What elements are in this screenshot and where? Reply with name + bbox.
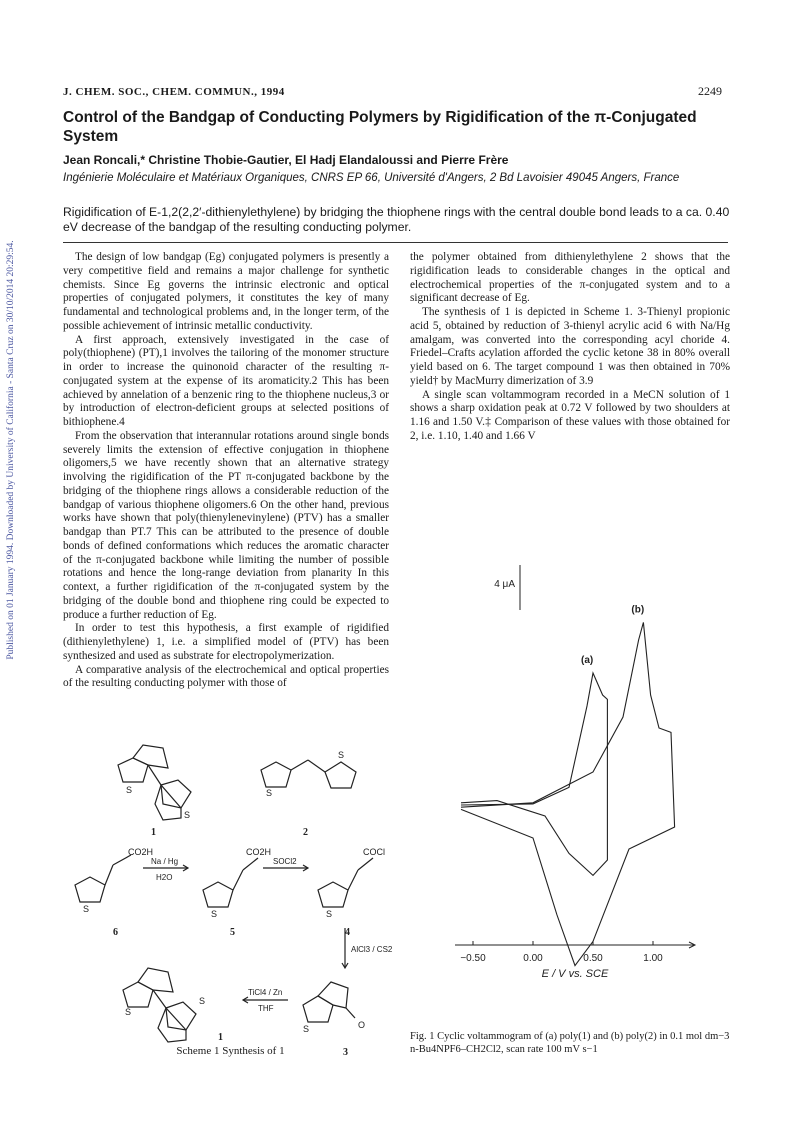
reagent-label: AlCl3 / CS2 — [351, 945, 393, 954]
page-number: 2249 — [698, 84, 722, 98]
compound-number: 1 — [151, 827, 156, 838]
paragraph: The synthesis of 1 is depicted in Scheme 1. 3-Thienyl propionic acid 5, obtained by reduction of 3-thienyl acrylic acid 6 with Na/Hg amalgam, was converted into the corresponding acyl choride 4. Friedel–Crafts acylation afforded the cyclic ketone 38 in 80% overall yield based on 6. The target compound 1 was then obtained in 70% yield† by MacMurry dimerization of 3.9 — [410, 306, 730, 387]
cyclopentane-ring — [158, 1008, 186, 1042]
compound-number: 2 — [303, 827, 308, 838]
thiophene-ring — [203, 882, 233, 907]
carboxyl-label: CO2H — [128, 847, 154, 857]
paragraph: the polymer obtained from dithienylethylene 2 shows that the rigidification leads to considerable changes in the optical and electrochemical properties of the π-conjugated system and to a significant decrease of Eg. — [410, 251, 730, 305]
scheme-1-diagram — [63, 740, 398, 1060]
sulfur-label: S — [83, 904, 90, 914]
sulfur-label: S — [266, 788, 273, 798]
compound-number: 1 — [218, 1032, 223, 1043]
compound-number: 5 — [230, 927, 235, 938]
compound-number: 4 — [345, 927, 350, 938]
x-tick-label: 0.00 — [523, 953, 543, 964]
download-note: Published on 01 January 1994. Downloaded by University of California - Santa Cruz on 30/10/2014 20:29:54. — [6, 240, 16, 660]
thiophene-ring — [318, 882, 348, 907]
thiophene-ring — [166, 1002, 196, 1030]
x-tick-label: −0.50 — [460, 953, 486, 964]
x-axis-label: E / V vs. SCE — [541, 968, 609, 980]
figure-caption: Fig. 1 Cyclic voltammogram of (a) poly(1) and (b) poly(2) in 0.1 mol dm−3 n-Bu4NPF6–CH2Cl2, scan rate 100 mV s−1 — [410, 1031, 730, 1055]
cyclopentane-ring — [138, 968, 173, 992]
abstract: Rigidification of E-1,2(2,2′-dithienylethylene) by bridging the thiophene rings with the central double bond leads to a ca. 0.40 eV decrease of the bandgap of the resulting conducting polymer. — [63, 205, 730, 234]
sulfur-label: S — [338, 750, 345, 760]
affiliation: Ingénierie Moléculaire et Matériaux Organiques, CNRS EP 66, Université d'Angers, 2 Bd Lavoisier 49045 Angers, France — [63, 172, 680, 184]
scheme-caption: Scheme 1 Synthesis of 1 — [176, 1045, 285, 1057]
sulfur-label: S — [326, 909, 333, 919]
thiophene-ring — [75, 877, 105, 902]
reagent-label: THF — [258, 1004, 274, 1013]
cyclopentane-ring — [155, 785, 181, 820]
acyl-chloride-label: COCl — [363, 847, 385, 857]
reagent-label: H2O — [156, 873, 173, 882]
thiophene-ring — [123, 982, 153, 1007]
compound-number: 6 — [113, 927, 118, 938]
x-tick-label: 0.50 — [583, 953, 603, 964]
x-tick-label: 1.00 — [643, 953, 663, 964]
oxygen-label: O — [358, 1020, 366, 1030]
sulfur-label: S — [125, 1007, 132, 1017]
sulfur-label: S — [126, 785, 133, 795]
cyclic-voltammogram — [415, 485, 735, 1015]
paragraph: A first approach, extensively investigated in the case of poly(thiophene) (PT),1 involves the tailoring of the monomer structure in order to increase the quinonoid character of the resulting π-conjugated system at the expense of its aromaticity.2 This has been achieved by annelation of a benzenic ring to the thiophene nucleus,3 or by introduction of electron-deficient groups at selected positions of bithiophene.4 — [63, 333, 389, 428]
paragraph: A comparative analysis of the electrochemical and optical properties of the resulting conducting polymer with those of — [63, 663, 389, 690]
reagent-label: SOCl2 — [273, 857, 297, 866]
paragraph: In order to test this hypothesis, a first example of rigidified (dithienylethylene) 1, i.e. a simplified model of (PTV) has been synthesized and used as substrate for electropolymerization. — [63, 622, 389, 662]
scale-bar-label: 4 μA — [494, 579, 515, 590]
paragraph: A single scan voltammogram recorded in a MeCN solution of 1 shows a sharp oxidation peak at 0.72 V followed by two shoulders at 1.16 and 1.50 V.‡ Comparison of these values with those obtained for 2, i.e. 1.10, 1.40 and 1.66 V — [410, 388, 730, 442]
carboxyl-label: CO2H — [246, 847, 272, 857]
thiophene-ring — [303, 996, 333, 1022]
authors: Jean Roncali,* Christine Thobie-Gautier, El Hadj Elandaloussi and Pierre Frère — [63, 153, 509, 167]
series-label-b: (b) — [631, 604, 645, 616]
thiophene-ring — [325, 762, 356, 788]
running-head: J. CHEM. SOC., CHEM. COMMUN., 1994 — [63, 86, 285, 98]
series-label-a: (a) — [581, 655, 594, 666]
cv-trace-b — [461, 622, 675, 965]
paragraph: The design of low bandgap (Eg) conjugated polymers is presently a very competitive field and remains a major challenge for synthetic chemists. Since Eg governs the intrinsic electronic and optical properties of conjugated polymers, it constitutes the key of many fundamental and technological problems and, in the longer term, of the possible achievement of intrinsic metallic conductivity. — [63, 251, 389, 332]
thiophene-ring — [118, 758, 148, 782]
sulfur-label: S — [303, 1024, 310, 1034]
reagent-label: Na / Hg — [151, 857, 179, 866]
compound-number: 3 — [343, 1047, 348, 1058]
body-left-column — [63, 251, 389, 691]
sulfur-label: S — [211, 909, 218, 919]
cyclopentane-ring — [318, 982, 348, 1008]
article-title: Control of the Bandgap of Conducting Polymers by Rigidification of the π-Conjugated System — [63, 109, 697, 145]
sulfur-label: S — [199, 996, 206, 1006]
paragraph: From the observation that interannular rotations around single bonds severely limits the extension of effective conjugation in thiophene oligomers,5 we have recently shown that an alternative strategy involving the rigidification of the PT π-conjugated backbone by the bridging of the thiophene rings allows a considerable reduction of the bandgap of various thiophene oligomers.6 On the other hand, previous works have shown that poly(thienylenevinylene) (PTV) has a smaller bandgap than PT.7 This can be attributed to the presence of double bonds of defined conformations which reduces the aromatic character of the π-conjugated backbone while limiting the number of possible rotations and hence the long-range deviation from planarity In this context, a further rigidification of the π-conjugated system by the bridging of the double bond and thiophene ring could be expected to produce a further reduction of Eg. — [63, 429, 389, 621]
abstract-rule — [63, 242, 728, 243]
body-right-column — [410, 251, 730, 444]
thiophene-ring — [161, 780, 191, 808]
cv-trace-a — [461, 673, 607, 875]
thiophene-ring — [261, 762, 291, 787]
reagent-label: TiCl4 / Zn — [248, 988, 283, 997]
cyclopentane-ring — [133, 745, 168, 768]
sulfur-label: S — [184, 810, 191, 820]
